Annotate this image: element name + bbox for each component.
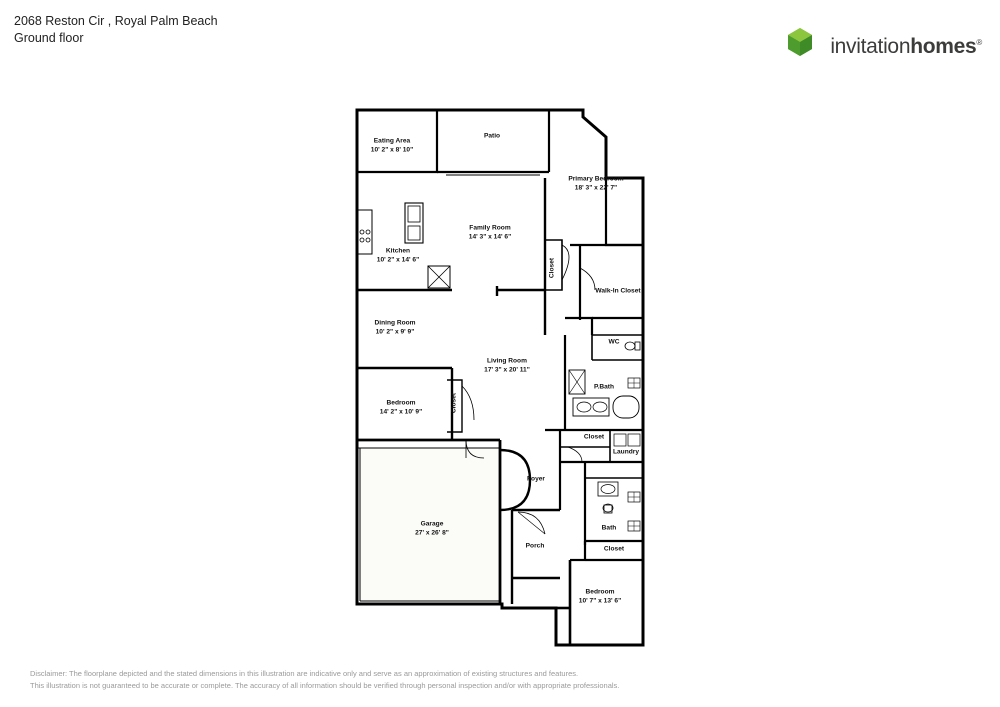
page-title: 2068 Reston Cir , Royal Palm Beach [14, 14, 218, 28]
room-label-living-room: Living Room 17' 3" x 20' 11" [484, 357, 530, 373]
brand-trademark: ® [976, 38, 982, 47]
room-label-family-room: Family Room 14' 3" x 14' 6" [468, 224, 512, 240]
room-label-kitchen: Kitchen 10' 2" x 14' 6" [376, 247, 420, 263]
room-label-foyer: Foyer [527, 475, 545, 483]
room-label-primary-bedroom: Primary Bedroom 18' 3" x 22' 7" [568, 175, 624, 191]
room-label-patio: Patio [483, 132, 501, 140]
room-label-closet-primary-hall: Closet [548, 257, 556, 279]
brand-name-light: invitation [830, 35, 911, 58]
room-label-bedroom-2: Bedroom 14' 2" x 10' 9" [379, 399, 423, 415]
room-label-wc: WC [608, 338, 620, 346]
room-label-dining-room: Dining Room 10' 2" x 9' 9" [374, 319, 416, 335]
room-label-garage: Garage 27' x 26' 8" [415, 520, 449, 536]
floor-label: Ground floor [14, 30, 84, 45]
room-label-laundry: Laundry [612, 448, 640, 456]
room-label-closet-bedroom-2: Closet [450, 392, 458, 414]
room-label-closet-bedroom-3: Closet [603, 545, 625, 553]
disclaimer-line-1: Disclaimer: The floorplane depicted and the stated dimensions in this illustration are indicative only and serve as an approximation of existing structures and features. [30, 668, 579, 678]
room-label-bedroom-3: Bedroom 10' 7" x 13' 6" [578, 588, 622, 604]
disclaimer-line-2: This illustration is not guaranteed to be accurate or complete. The accuracy of all information should be verified through personal inspection and/or with appropriate professionals. [30, 681, 620, 691]
room-label-walk-in-closet: Walk-In Closet [595, 287, 641, 295]
room-label-closet-hall: Closet [583, 433, 605, 441]
room-label-bath: Bath [601, 524, 617, 532]
disclaimer [30, 668, 619, 694]
room-label-porch: Porch [525, 542, 545, 550]
brand-name-bold: homes [910, 35, 977, 58]
room-label-primary-bath: P.Bath [593, 383, 615, 391]
room-label-eating-area: Eating Area 10' 2" x 8' 10" [370, 137, 414, 153]
